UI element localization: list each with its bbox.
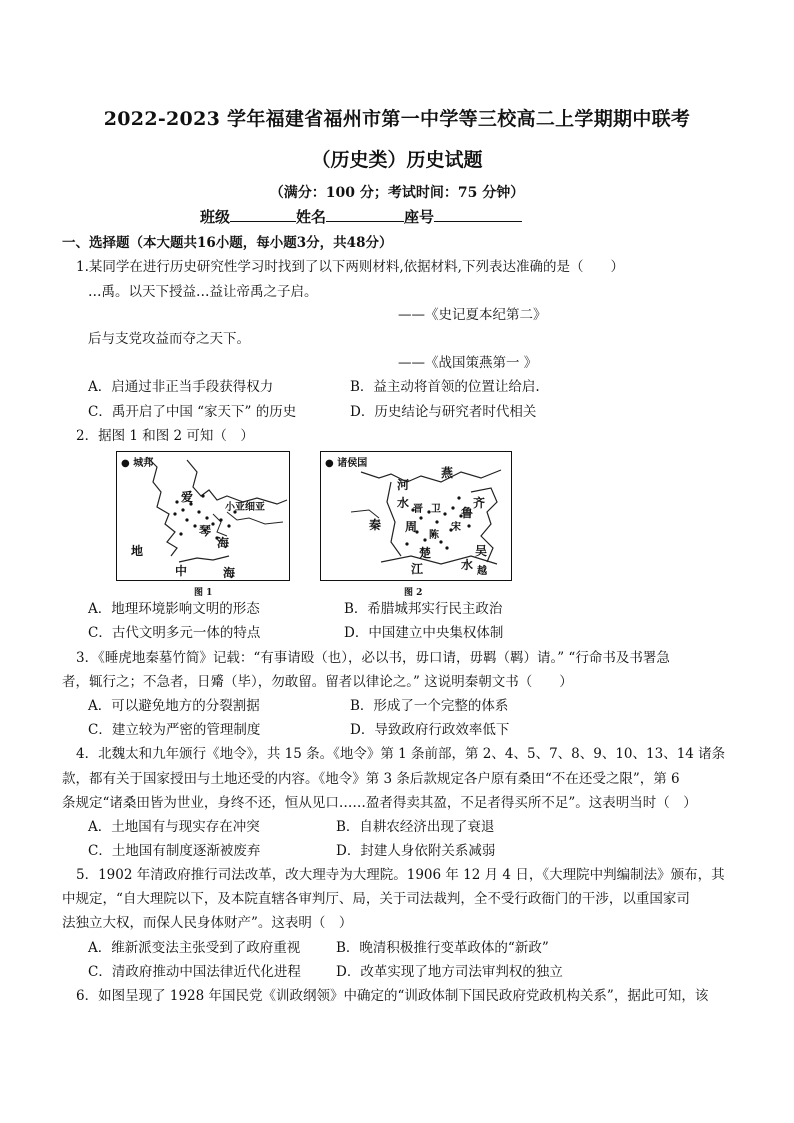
seat-blank[interactable] — [434, 207, 522, 222]
q1-source1: …禹。以天下授益…益让帝禹之子启。 — [88, 284, 318, 300]
q4-option-c[interactable]: C．土地国有制度逐渐被废弃 — [88, 843, 261, 859]
q6-line-1: 6．如图呈现了 1928 年国民党《训政纲领》中确定的“训政体制下国民政府党政机构关系”，据此可知，该 — [76, 988, 709, 1004]
map1-label-ai: 爱 — [181, 490, 194, 504]
name-blank[interactable] — [326, 207, 404, 222]
q5-option-d[interactable]: D．改革实现了地方司法审判权的独立 — [336, 964, 563, 980]
q2-option-b[interactable]: B．希腊城邦实行民主政治 — [344, 601, 503, 617]
q4-line-1: 4．北魏太和九年颁行《地令》，共 15 条。《地令》第 1 条前部，第 2、4、5、7、8、9、10、13、14 诸条 — [76, 746, 726, 762]
q2-option-a[interactable]: A．地理环境影响文明的形态 — [88, 601, 260, 617]
map2-label-song: 宋 — [451, 522, 461, 533]
class-label: 班级 — [200, 208, 231, 226]
q4-line-3: 条规定“诸桑田皆为世业，身终不还，恒从见口……盈者得卖其盈，不足者得买所不足”。这表明当时（ ） — [62, 795, 697, 811]
name-label: 姓名 — [296, 208, 327, 226]
q4-line-2: 款，都有关于国家授田与土地还受的内容。《地令》第 3 条后款规定各户原有桑田“不在还受之限”，第 6 — [62, 771, 680, 787]
q3-option-a[interactable]: A．可以避免地方的分裂割据 — [88, 698, 260, 714]
map1-label-asia-minor: 小亚细亚 — [225, 502, 265, 513]
q2-stem: 2．据图 1 和图 2 可知（ ） — [76, 428, 254, 444]
map2-label-wei: 卫 — [431, 504, 441, 515]
q1-ref1: ——《史记夏本纪第二》 — [398, 307, 547, 323]
q1-source2: 后与支党攻益而夺之天下。 — [88, 331, 250, 347]
map2-legend: ● 诸侯国 — [325, 458, 368, 469]
section-heading: 一、选择题（本大题共16小题，每小题3分，共48分） — [62, 235, 393, 251]
q4-option-b[interactable]: B．自耕农经济出现了衰退 — [336, 819, 495, 835]
map2-label-yan: 燕 — [441, 466, 454, 480]
class-blank[interactable] — [230, 207, 296, 222]
q3-line-1: 3．《睡虎地秦墓竹简》记载：“有事请殴（也），必以书，毋口请，毋羁（羁）请。” “行命书及书署急 — [76, 650, 670, 666]
q1-option-b[interactable]: B．益主动将首领的位置让给启. — [350, 379, 540, 395]
map-figure-2 — [320, 451, 512, 581]
q5-option-a[interactable]: A．维新派变法主张受到了政府重视 — [88, 940, 301, 956]
map1-label-qin: 琴 — [199, 524, 212, 538]
map2-label-jin: 晋 — [413, 504, 423, 515]
q5-line-1: 5．1902 年清政府推行司法改革，改大理寺为大理院。1906 年 12 月 4 日，《大理院中判编制法》颁布，其 — [76, 867, 725, 883]
map2-label-lu: 鲁 — [461, 506, 474, 520]
q5-line-3: 法独立大权，而保人民身体财产”。这表明（ ） — [62, 915, 353, 931]
q3-line-2: 者，辄行之；不急者，日觱（毕），勿敢留。留者以律论之。” 这说明秦朝文书（ ） — [62, 674, 573, 690]
map1-legend: ● 城邦 — [121, 458, 154, 469]
map2-label-chen: 陈 — [429, 530, 439, 541]
map2-label-qin: 秦 — [369, 518, 382, 532]
exam-meta: （满分：100 分；考试时间：75 分钟） — [269, 185, 525, 201]
q5-option-b[interactable]: B．晚清积极推行变革政体的“新政” — [336, 940, 549, 956]
exam-title-subject: （历史类）历史试题 — [311, 149, 483, 171]
q2-option-c[interactable]: C．古代文明多元一体的特点 — [88, 625, 261, 641]
q1-stem: 1.某同学在进行历史研究性学习时找到了以下两则材料,依据材料,下列表达准确的是（ ） — [76, 259, 624, 275]
map1-label-zhong: 中 — [175, 564, 188, 578]
q2-option-d[interactable]: D．中国建立中央集权体制 — [344, 625, 504, 641]
q3-option-d[interactable]: D．导致政府行政效率低下 — [350, 722, 510, 738]
map2-label-chu: 楚 — [419, 546, 432, 560]
exam-title: 2022-2023 学年福建省福州市第一中学等三校高二上学期期中联考 — [103, 108, 691, 130]
map1-caption: 图 1 — [194, 588, 213, 598]
map2-label-jiang: 江 — [411, 562, 424, 576]
map1-label-sea: 海 — [217, 536, 230, 550]
map-figure-1 — [116, 451, 290, 581]
q5-option-c[interactable]: C．清政府推动中国法律近代化进程 — [88, 964, 301, 980]
map2-label-he: 河 — [397, 478, 410, 492]
map2-label-zhou: 周 — [405, 520, 418, 534]
student-info-line — [200, 206, 522, 227]
map2-label-shui2: 水 — [461, 558, 474, 572]
q3-option-c[interactable]: C．建立较为严密的管理制度 — [88, 722, 261, 738]
q1-option-d[interactable]: D．历史结论与研究者时代相关 — [350, 404, 537, 420]
q1-ref2: ——《战国策燕第一 》 — [398, 355, 538, 371]
greece-map-drawing — [117, 452, 289, 580]
map2-label-shui: 水 — [397, 496, 410, 510]
map2-label-wu: 吴 — [475, 544, 488, 558]
map2-label-qi: 齐 — [473, 496, 486, 510]
map2-label-yue: 越 — [477, 566, 487, 577]
q1-option-a[interactable]: A．启通过非正当手段获得权力 — [88, 379, 274, 395]
q3-option-b[interactable]: B．形成了一个完整的体系 — [350, 698, 509, 714]
seat-label: 座号 — [404, 208, 435, 226]
map2-caption: 图 2 — [404, 588, 423, 598]
q1-option-c[interactable]: C．禹开启了中国 “家天下” 的历史 — [88, 404, 297, 420]
map1-label-di: 地 — [131, 544, 144, 558]
q4-option-d[interactable]: D．封建人身依附关系减弱 — [336, 843, 496, 859]
q5-line-2: 中规定，“自大理院以下，及本院直辖各审判厅、局，关于司法裁判，全不受行政衙门的干涉，以重国家司 — [62, 891, 690, 907]
map1-label-hai: 海 — [223, 566, 236, 580]
q4-option-a[interactable]: A．土地国有与现实存在冲突 — [88, 819, 260, 835]
